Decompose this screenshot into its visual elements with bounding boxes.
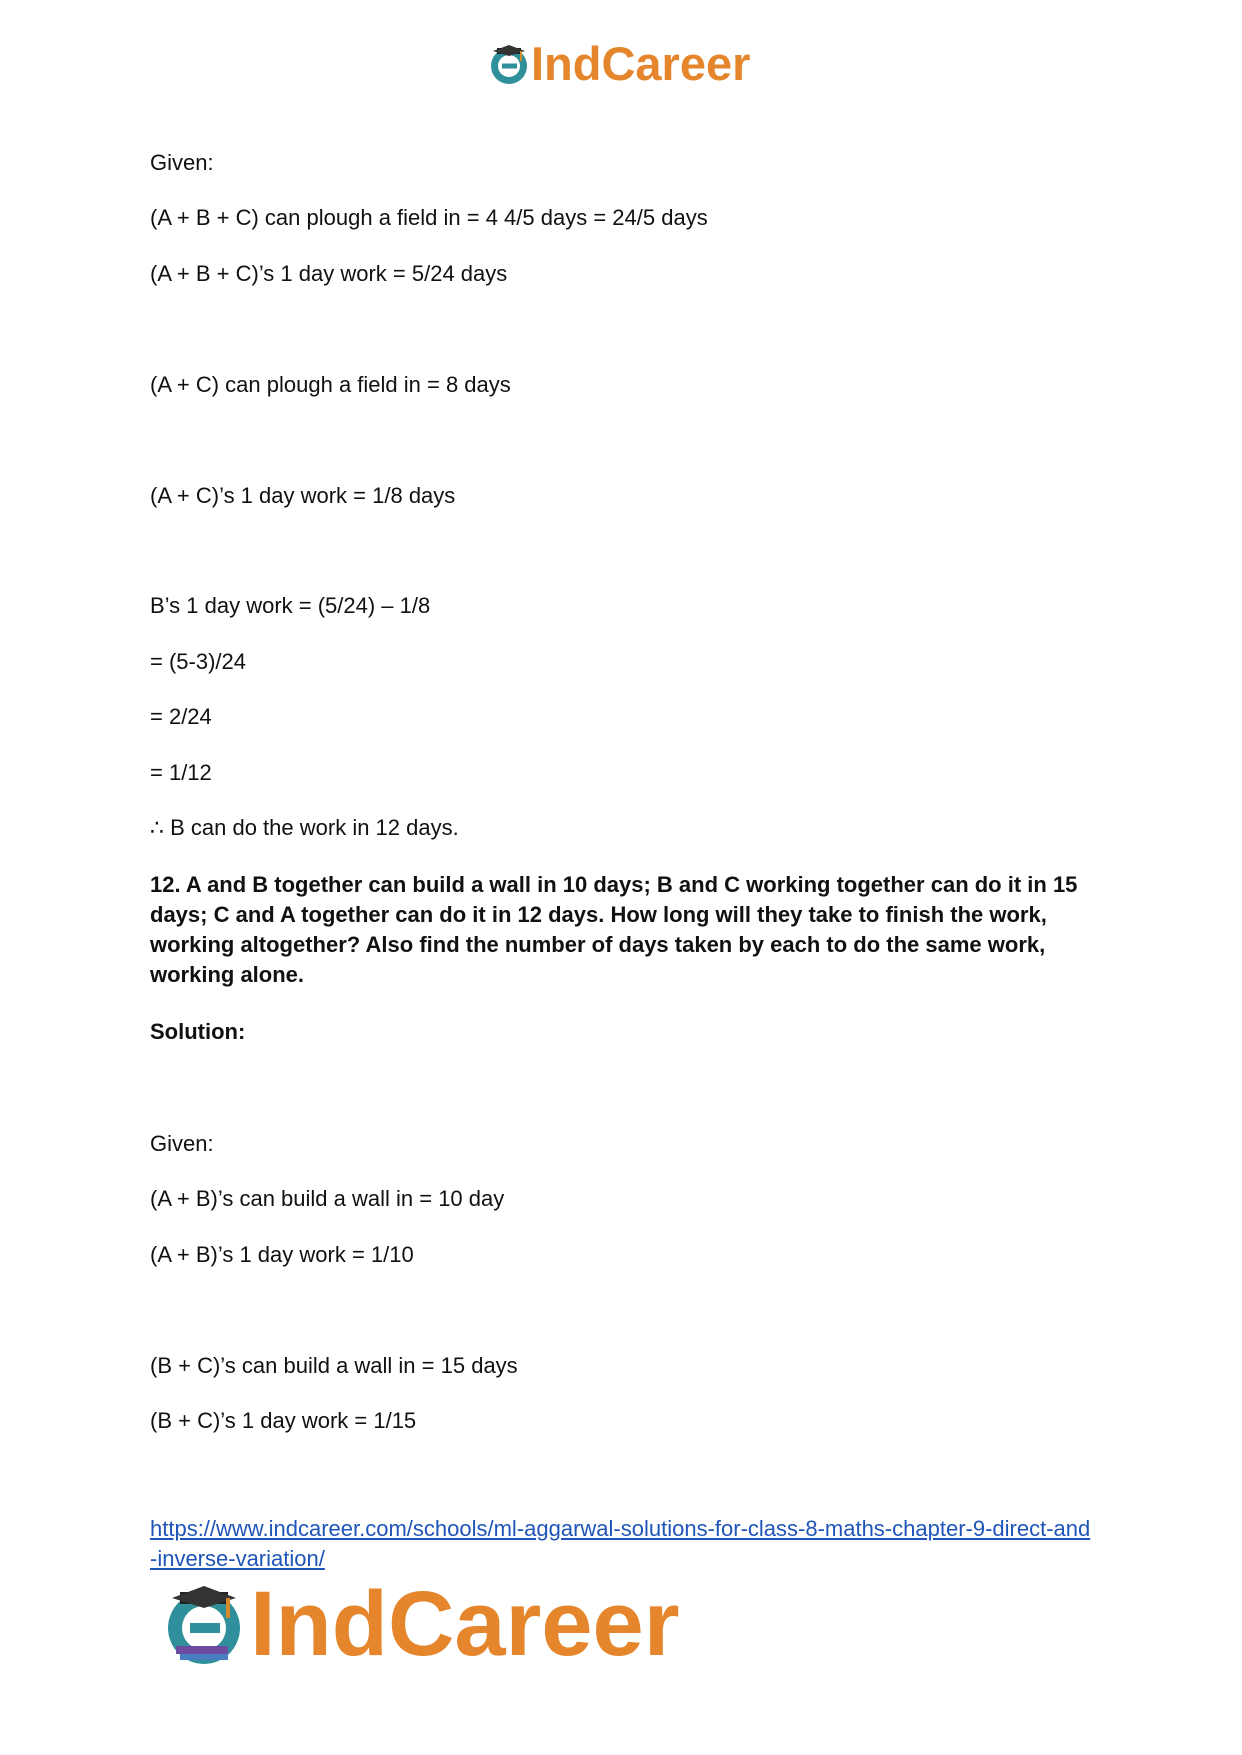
question-text: 12. A and B together can build a wall in 10 days; B and C working together can do it in 15 days; C and A together can do it in 12 days. How long will they take to finish the work, working altogether? Also find the number of days taken by each to do the same work, working alone.: [150, 872, 1078, 987]
text-line: = (5-3)/24: [150, 649, 246, 674]
header-logo: [487, 37, 751, 90]
text-line: (A + C) can plough a field in = 8 days: [150, 372, 511, 397]
text-line: B’s 1 day work = (5/24) – 1/8: [150, 593, 431, 618]
text-line: (B + C)’s can build a wall in = 15 days: [150, 1353, 518, 1378]
logo-text: IndCareer: [250, 1573, 680, 1675]
graduation-cap-globe-icon: [487, 42, 531, 86]
text-line: ∴ B can do the work in 12 days.: [150, 815, 459, 840]
graduation-cap-books-icon: [160, 1580, 248, 1668]
text-line: = 1/12: [150, 760, 212, 785]
source-link[interactable]: https://www.indcareer.com/schools/ml-aggarwal-solutions-for-class-8-maths-chapter-9-direct-and-inverse-variation/: [150, 1516, 1091, 1571]
text-line: Given:: [150, 1131, 214, 1156]
text-line: (A + B)’s can build a wall in = 10 day: [150, 1186, 505, 1211]
text-line: (A + C)’s 1 day work = 1/8 days: [150, 483, 456, 508]
text-line: (B + C)’s 1 day work = 1/15: [150, 1408, 417, 1433]
text-line: = 2/24: [150, 704, 212, 729]
text-line: Given:: [150, 150, 214, 175]
text-line: (A + B + C) can plough a field in = 4 4/5 days = 24/5 days: [150, 205, 708, 230]
logo-text: IndCareer: [531, 37, 751, 90]
text-line: (A + B)’s 1 day work = 1/10: [150, 1242, 414, 1267]
solution-label: Solution:: [150, 1019, 246, 1044]
text-line: (A + B + C)’s 1 day work = 5/24 days: [150, 261, 508, 286]
footer-logo: [160, 1573, 680, 1675]
